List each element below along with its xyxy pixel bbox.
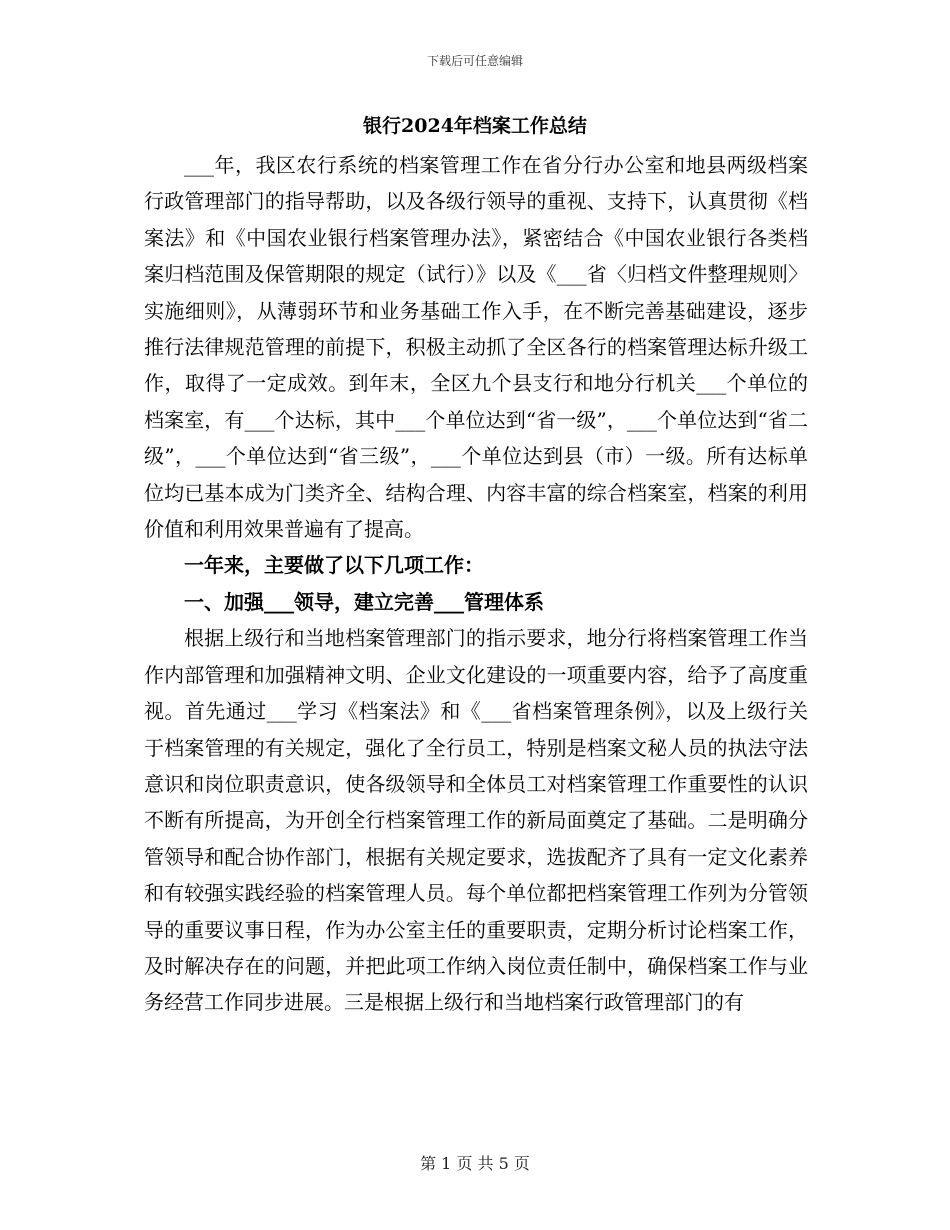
- document-title: 银行2024年档案工作总结: [363, 115, 587, 137]
- section-heading-1: 一、加强___领导，建立完善___管理体系: [184, 589, 544, 614]
- header-note: 下载后可任意编辑: [426, 54, 523, 68]
- page-indicator: 第 1 页 共 5 页: [420, 1154, 530, 1173]
- document-body: [144, 147, 808, 1021]
- paragraph-section-1: 根据上级行和当地档案管理部门的指示要求，地分行将档案管理工作当作内部管理和加强精神文明、企业文化建设的一项重要内容，给予了高度重视。首先通过___学习《档案法》和《___省档案管理条例》，以及上级行关于档案管理的有关规定，强化了全行员工，特别是档案文秘人员的执法守法意识和岗位职责意识，使各级领导和全体员工对档案管理工作重要性的认识不断有所提高，为开创全行档案管理工作的新局面奠定了基础。二是明确分管领导和配合协作部门，根据有关规定要求，选拔配齐了具有一定文化素养和有较强实践经验的档案管理人员。每个单位都把档案管理工作列为分管领导的重要议事日程，作为办公室主任的重要职责，定期分析讨论档案工作，及时解决存在的问题，并把此项工作纳入岗位责任制中，确保档案工作与业务经营工作同步进展。三是根据上级行和当地档案行政管理部门的有: [144, 626, 808, 1015]
- paragraph-intro: ___年，我区农行系统的档案管理工作在省分行办公室和地县两级档案行政管理部门的指导帮助，以及各级行领导的重视、支持下，认真贯彻《档案法》和《中国农业银行档案管理办法》，紧密结合《中国农业银行各类档案归档范围及保管期限的规定（试行）》以及《___省〈归档文件整理规则〉实施细则》，从薄弱环节和业务基础工作入手，在不断完善基础建设，逐步推行法律规范管理的前提下，积极主动抓了全区各行的档案管理达标升级工作，取得了一定成效。到年末，全区九个县支行和地分行机关___个单位的档案室，有___个达标，其中___个单位达到“省一级”，___个单位达到“省二级”，___个单位达到“省三级”，___个单位达到县（市）一级。所有达标单位均已基本成为门类齐全、结构合理、内容丰富的综合档案室，档案的利用价值和利用效果普遍有了提高。: [144, 153, 808, 542]
- paragraph-summary-heading: 一年来，主要做了以下几项工作：: [184, 553, 484, 578]
